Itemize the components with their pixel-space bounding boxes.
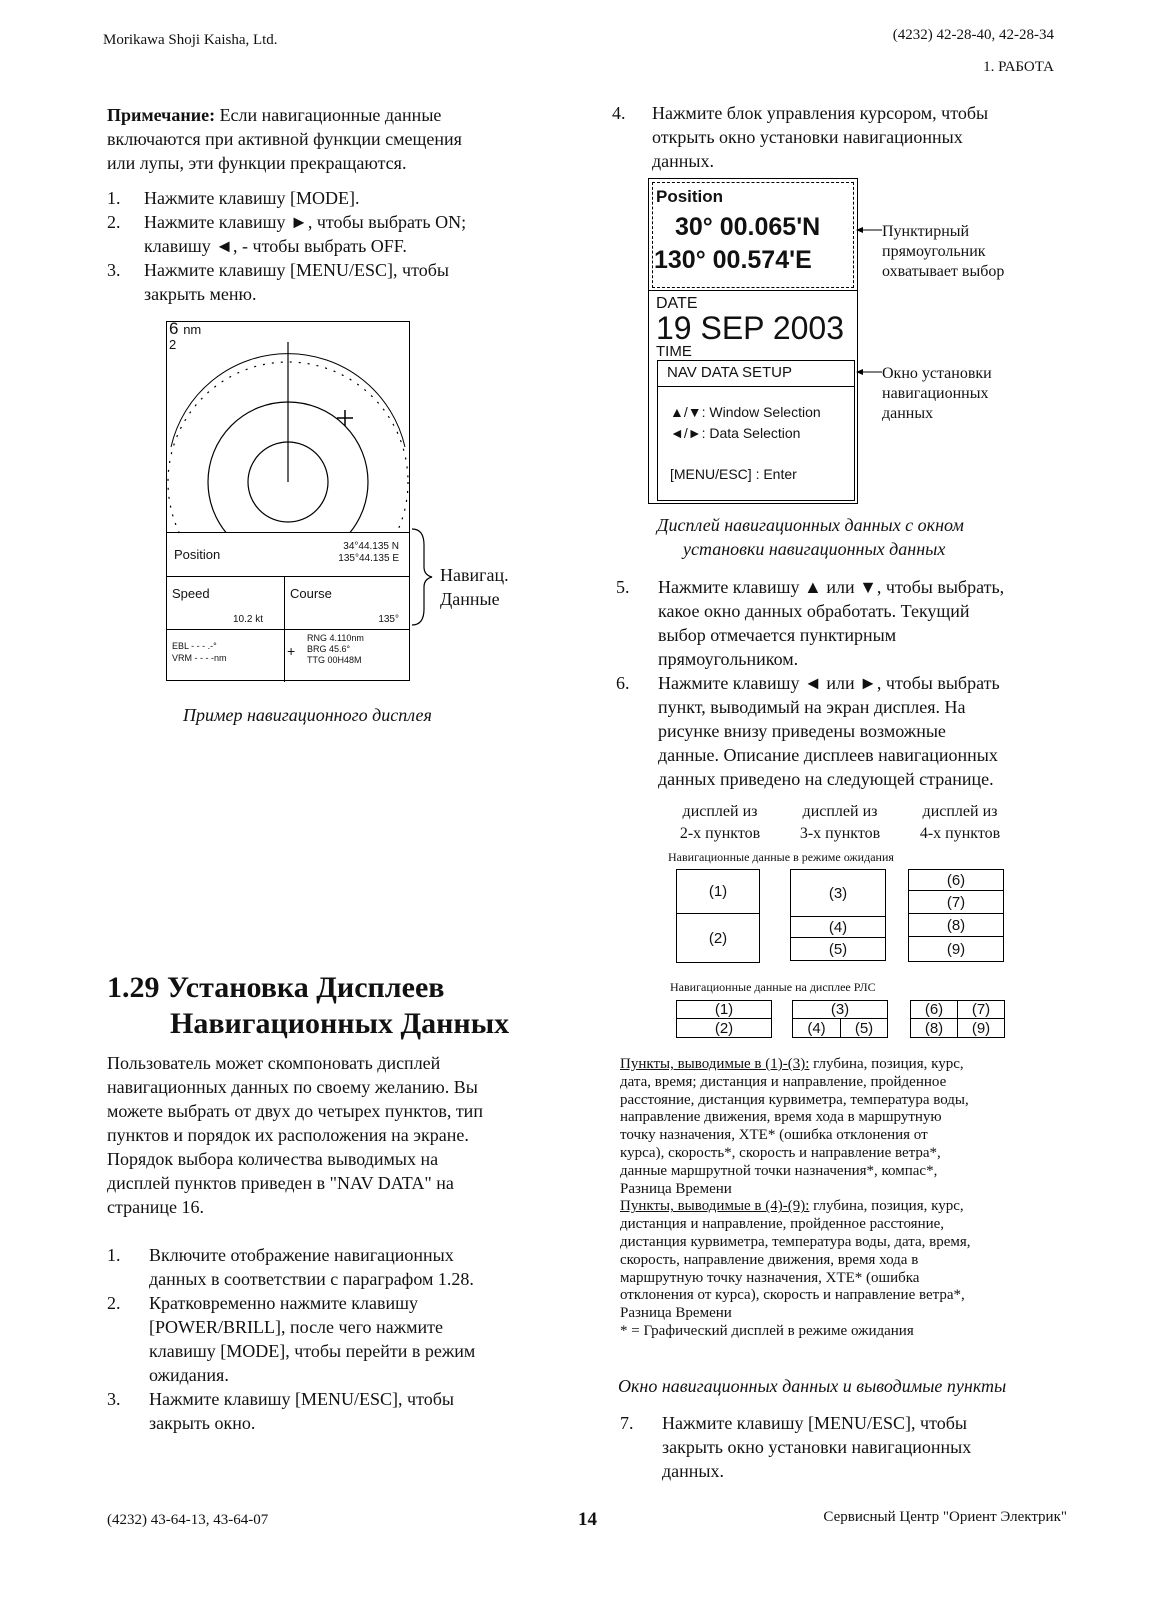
speed-value: 10.2 kt [233, 614, 264, 625]
step-number: 3. [107, 260, 121, 280]
para-line: Порядок выбора количества выводимых на [107, 1149, 439, 1169]
step-text: Включите отображение навигационных [149, 1245, 454, 1265]
setup-line-1: ▲/▼: Window Selection [670, 404, 821, 420]
bracket-label-2: Данные [440, 589, 500, 609]
note-text-2: включаются при активной функции смещения [107, 129, 462, 149]
divider [167, 576, 409, 577]
nav-time-label: TIME [656, 343, 692, 360]
step-4 [612, 101, 1062, 173]
radar-label: Навигационные данные на дисплее РЛС [670, 980, 876, 994]
annotation-line: данных [882, 405, 934, 422]
divider [658, 386, 854, 387]
col-header-line: 3-х пунктов [799, 825, 881, 842]
col-header-4 [910, 801, 1010, 845]
col-header-3 [790, 801, 890, 845]
para-line: дисплей пунктов приведен в "NAV DATA" на [107, 1173, 454, 1193]
radar-cell-7: (7) [957, 1000, 1005, 1019]
step-text: Нажмите клавишу [MENU/ESC], чтобы [144, 260, 449, 280]
items-line: дата, время; дистанция и направление, пройденное [620, 1073, 947, 1090]
position-label: Position [174, 547, 221, 562]
brg: BRG 45.6° [307, 644, 351, 654]
step-text: Нажмите клавишу ◄ или ►, чтобы выбрать [658, 673, 1000, 693]
items-line: Разница Времени [620, 1180, 732, 1197]
radar-cell-4: (4) [792, 1018, 841, 1038]
step-5 [616, 575, 1066, 671]
nav-setup-window [657, 360, 855, 501]
step-text: какое окно данных обработать. Текущий [658, 601, 970, 621]
ebl: EBL - - - .-° [172, 641, 217, 651]
layout-cell-2: (2) [676, 913, 760, 963]
steps-b [107, 1243, 577, 1435]
heading-line-2: Навигационных Данных [170, 1007, 510, 1040]
items1-head: Пункты, выводимые в (1)-(3): [620, 1056, 810, 1072]
setup-line-3: [MENU/ESC] : Enter [670, 466, 797, 482]
step-number: 3. [107, 1389, 121, 1409]
step-text: Нажмите клавишу [MODE]. [144, 188, 360, 208]
items-line: дистанция курвиметра, температура воды, дата, время, [620, 1233, 971, 1250]
col-header-line: дисплей из [802, 803, 878, 820]
step-number: 1. [107, 188, 121, 208]
items-line: глубина, позиция, курс, [809, 1056, 964, 1072]
range-unit: nm [183, 322, 202, 337]
nav-date-value: 19 SEP 2003 [656, 310, 845, 346]
step-text: ожидания. [149, 1365, 229, 1385]
layout-cell-6: (6) [908, 869, 1004, 891]
rng: RNG 4.110nm [307, 633, 364, 643]
step-a2 [107, 210, 567, 258]
items-line: дистанция и направление, пройденное расстояние, [620, 1216, 945, 1233]
annotation-dashed [882, 222, 1004, 282]
position-value [338, 541, 399, 565]
radar-cell-6: (6) [910, 1000, 958, 1019]
range-value: 6 [169, 319, 179, 338]
step-text: выбор отмечается пунктирным [658, 625, 897, 645]
items-caption: Окно навигационных данных и выводимые пункты [618, 1376, 1007, 1396]
step-text: рисунке внизу приведены возможные [658, 721, 946, 741]
items-line: маршрутную точку назначения, XTE* (ошибка [620, 1269, 920, 1286]
section-heading [107, 970, 509, 1042]
items-line: Разница Времени [620, 1305, 732, 1322]
bracket-icon [410, 527, 440, 627]
header-section: 1. РАБОТА [983, 59, 1054, 75]
step-a3 [107, 258, 567, 306]
step-text: [POWER/BRILL], после чего нажмите [149, 1317, 443, 1337]
divider [167, 532, 409, 533]
bracket-label-1: Навигац. [440, 565, 509, 585]
items-line: глубина, позиция, курс, [809, 1198, 964, 1215]
step-text: Нажмите блок управления курсором, чтобы [652, 103, 989, 123]
radar-scope [167, 322, 409, 534]
step-number: 7. [620, 1413, 634, 1433]
layout-cell-8: (8) [908, 913, 1004, 937]
step-text: данных. [662, 1461, 725, 1481]
items-line: отклонения от курса), скорость и направление ветра*, [620, 1287, 965, 1304]
annotation-line: навигационных [882, 385, 989, 402]
para-line: пунктов и порядок их расположения на экране. [107, 1125, 469, 1145]
note-label: Примечание: [107, 105, 216, 125]
nav-caption-1: Дисплей навигационных данных с окном [657, 515, 964, 535]
course-value: 135° [378, 614, 399, 625]
step-text: данных в соответствии с параграфом 1.28. [149, 1269, 474, 1289]
intro-paragraph [107, 1051, 577, 1219]
step-number: 4. [612, 103, 626, 123]
steps-5-6 [616, 575, 1066, 791]
step-text: закрыть окно. [149, 1413, 256, 1433]
step-text: Нажмите клавишу [MENU/ESC], чтобы [662, 1413, 967, 1433]
step-text: Кратковременно нажмите клавишу [149, 1293, 419, 1313]
annotation-arrows [855, 222, 885, 382]
steps-a [107, 186, 567, 306]
step-text: клавишу [MODE], чтобы перейти в режим [149, 1341, 476, 1361]
annotation-line: Пунктирный [882, 223, 970, 240]
step-b3 [107, 1387, 577, 1435]
items-line: точку назначения, XTE* (ошибка отклонения от [620, 1127, 928, 1144]
step-number: 2. [107, 1293, 121, 1313]
divider [649, 290, 857, 291]
step-a1 [107, 186, 567, 210]
setup-title: NAV DATA SETUP [667, 364, 793, 381]
step-text: данные. Описание дисплеев навигационных [658, 745, 998, 765]
speed-label: Speed [172, 586, 210, 601]
items2-head: Пункты, выводимые в (4)-(9): [620, 1198, 810, 1215]
ebl-vrm [172, 640, 227, 664]
nav-position-label: Position [656, 187, 724, 206]
step-text: пункт, выводимый на экран дисплея. На [658, 697, 966, 717]
items-line: скорость, направление движения, время хода в [620, 1251, 919, 1268]
course-label: Course [290, 586, 332, 601]
annotation-setup [882, 364, 992, 424]
para-line: странице 16. [107, 1197, 204, 1217]
items-line: расстояние, дистанция курвиметра, температура воды, [620, 1091, 969, 1108]
step-6 [616, 671, 1066, 791]
annotation-line: охватывает выбор [882, 263, 1005, 280]
items-line: направление движения, время хода в маршрутную [620, 1109, 942, 1126]
items-line: курса), скорость*, скорость и направление ветра*, [620, 1144, 941, 1161]
step-text: закрыть окно установки навигационных [662, 1437, 972, 1457]
layout-cell-3: (3) [790, 869, 886, 917]
step-text: прямоугольником. [658, 649, 799, 669]
para-line: навигационных данных по своему желанию. Вы [107, 1077, 478, 1097]
para-line: можете выбрать от двух до четырех пунктов, тип [107, 1101, 483, 1121]
cursor-plus-icon: + [287, 643, 296, 659]
cursor-data [307, 633, 364, 666]
heading-line-1: 1.29 Установка Дисплеев [107, 971, 445, 1004]
items-list [620, 1056, 1080, 1341]
radar-cell-5: (5) [840, 1018, 888, 1038]
layout-cell-1: (1) [676, 869, 760, 914]
radar-cell-2: (2) [676, 1018, 772, 1038]
step-text: закрыть меню. [144, 284, 257, 304]
bracket-label [440, 563, 509, 611]
step-b1 [107, 1243, 577, 1291]
radar-cell-3: (3) [792, 1000, 888, 1019]
items-line: данные маршрутной точки назначения*, компас*, [620, 1162, 938, 1179]
col-header-line: 2-х пунктов [679, 825, 761, 842]
page-number: 14 [578, 1509, 597, 1530]
lat: 34°44.135 N [343, 541, 399, 552]
note-text-1: Если навигационные данные [215, 105, 442, 125]
layout-cell-4: (4) [790, 916, 886, 938]
step-number: 5. [616, 577, 630, 597]
footer-phones: (4232) 43-64-13, 43-64-07 [107, 1512, 269, 1528]
step-text: данных приведено на следующей странице. [658, 769, 994, 789]
radar-cell-9: (9) [957, 1018, 1005, 1038]
header-company: Morikawa Shoji Kaisha, Ltd. [103, 32, 278, 48]
col-header-2 [670, 801, 770, 845]
step-number: 1. [107, 1245, 121, 1265]
nav-lon: 130° 00.574'E [654, 246, 812, 274]
layout-cell-7: (7) [908, 890, 1004, 914]
setup-line-2: ◄/►: Data Selection [670, 425, 801, 441]
step-7 [620, 1411, 1070, 1483]
step-text: клавишу ◄, - чтобы выбрать OFF. [144, 236, 407, 256]
step-text: открыть окно установки навигационных [652, 127, 963, 147]
radar-cell-1: (1) [676, 1000, 772, 1019]
range-rings: 2 [169, 337, 177, 352]
footnote: * = Графический дисплей в режиме ожидания [620, 1322, 914, 1339]
standby-label: Навигационные данные в режиме ожидания [668, 850, 894, 864]
ttg: TTG 00H48M [307, 655, 362, 665]
nav-date-label: DATE [656, 295, 698, 312]
nav-data-display [648, 178, 858, 504]
col-header-line: 4-х пунктов [919, 825, 1001, 842]
vrm: VRM - - - -nm [172, 653, 227, 663]
nav-lat: 30° 00.065'N [675, 213, 821, 241]
footer-center: Сервисный Центр "Ориент Электрик" [823, 1509, 1067, 1525]
step-text: Нажмите клавишу ▲ или ▼, чтобы выбрать, [658, 577, 1005, 597]
radar-caption: Пример навигационного дисплея [183, 705, 432, 725]
header-phones: (4232) 42-28-40, 42-28-34 [892, 27, 1054, 43]
col-header-line: дисплей из [922, 803, 998, 820]
annotation-line: Окно установки [882, 365, 992, 382]
step-number: 6. [616, 673, 630, 693]
note [107, 103, 567, 175]
layout-cell-5: (5) [790, 937, 886, 961]
para-line: Пользователь может скомпоновать дисплей [107, 1053, 441, 1073]
col-header-line: дисплей из [682, 803, 758, 820]
radar-cell-8: (8) [910, 1018, 958, 1038]
step-text: Нажмите клавишу ►, чтобы выбрать ON; [144, 212, 467, 232]
step-text: данных. [652, 151, 715, 171]
radar-display [166, 321, 410, 681]
step-text: Нажмите клавишу [MENU/ESC], чтобы [149, 1389, 454, 1409]
layout-cell-9: (9) [908, 936, 1004, 962]
nav-caption-2: установки навигационных данных [683, 539, 946, 559]
step-b2 [107, 1291, 577, 1387]
step-number: 2. [107, 212, 121, 232]
annotation-line: прямоугольник [882, 243, 986, 260]
note-text-3: или лупы, эти функции прекращаются. [107, 153, 407, 173]
lon: 135°44.135 E [338, 553, 399, 564]
divider [167, 629, 409, 630]
